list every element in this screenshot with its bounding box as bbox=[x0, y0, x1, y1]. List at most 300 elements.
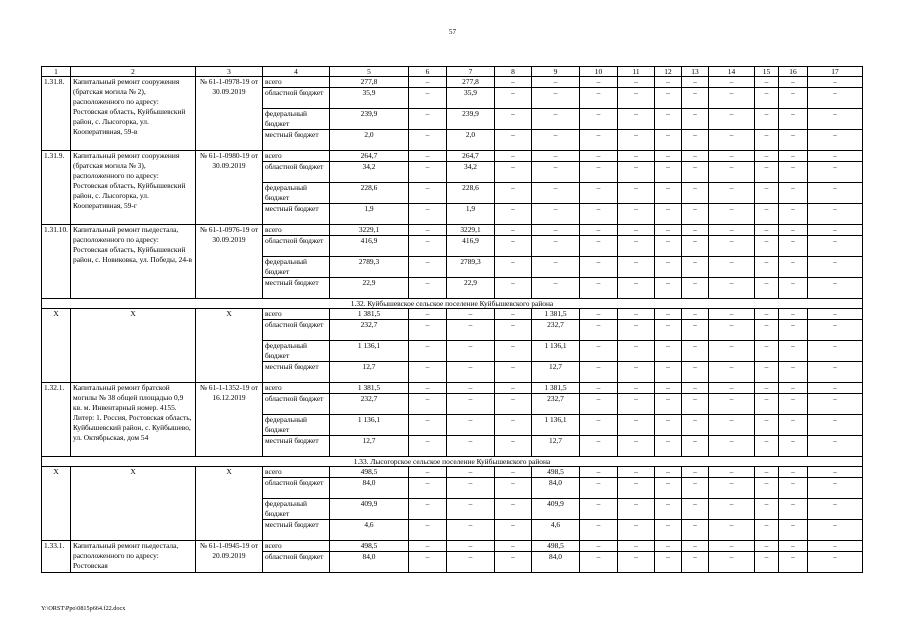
empty-value-dash: – bbox=[709, 415, 755, 436]
empty-value-dash: – bbox=[495, 162, 532, 183]
empty-value-dash: – bbox=[682, 499, 709, 520]
empty-value-dash: – bbox=[808, 362, 863, 383]
value-cell: 2,0 bbox=[447, 130, 495, 151]
empty-value-dash: – bbox=[495, 383, 532, 394]
empty-value-dash: – bbox=[808, 204, 863, 225]
cell-x: Х bbox=[42, 309, 71, 383]
empty-value-dash: – bbox=[618, 394, 655, 415]
empty-value-dash: – bbox=[532, 204, 580, 225]
funding-source: всего bbox=[263, 383, 330, 394]
empty-value-dash: – bbox=[495, 520, 532, 541]
empty-value-dash: – bbox=[682, 183, 709, 204]
empty-value-dash: – bbox=[618, 362, 655, 383]
empty-value-dash: – bbox=[532, 257, 580, 278]
empty-value-dash: – bbox=[709, 204, 755, 225]
value-cell: 1 136,1 bbox=[532, 415, 580, 436]
empty-value-dash: – bbox=[779, 130, 808, 151]
empty-value-dash: – bbox=[495, 394, 532, 415]
empty-value-dash: – bbox=[409, 341, 447, 362]
empty-value-dash: – bbox=[447, 394, 495, 415]
empty-value-dash: – bbox=[495, 362, 532, 383]
empty-value-dash: – bbox=[618, 130, 655, 151]
funding-source: местный бюджет bbox=[263, 130, 330, 151]
funding-source: областной бюджет bbox=[263, 320, 330, 341]
empty-value-dash: – bbox=[618, 109, 655, 130]
empty-value-dash: – bbox=[532, 151, 580, 162]
value-cell: 1,9 bbox=[447, 204, 495, 225]
value-cell: 2,0 bbox=[330, 130, 409, 151]
empty-value-dash: – bbox=[808, 520, 863, 541]
empty-value-dash: – bbox=[779, 499, 808, 520]
empty-value-dash: – bbox=[655, 204, 682, 225]
empty-value-dash: – bbox=[495, 236, 532, 257]
empty-value-dash: – bbox=[779, 77, 808, 88]
empty-value-dash: – bbox=[655, 183, 682, 204]
empty-value-dash: – bbox=[495, 225, 532, 236]
empty-value-dash: – bbox=[808, 257, 863, 278]
empty-value-dash: – bbox=[409, 130, 447, 151]
empty-value-dash: – bbox=[755, 415, 779, 436]
empty-value-dash: – bbox=[409, 478, 447, 499]
value-cell: 35,9 bbox=[447, 88, 495, 109]
value-cell: 498,5 bbox=[330, 467, 409, 478]
empty-value-dash: – bbox=[495, 467, 532, 478]
value-cell: 416,9 bbox=[447, 236, 495, 257]
item-number: 1.31.8. bbox=[42, 77, 71, 151]
empty-value-dash: – bbox=[682, 309, 709, 320]
empty-value-dash: – bbox=[618, 436, 655, 457]
funding-source: федеральный бюджет bbox=[263, 183, 330, 204]
empty-value-dash: – bbox=[409, 204, 447, 225]
empty-value-dash: – bbox=[655, 109, 682, 130]
item-description: Капитальный ремонт пьедестала, расположенного по адресу: Ростовская область, Куйбышевский район, с. Новиковка, ул. Победы, 24-в bbox=[71, 225, 196, 299]
item-number: 1.31.10. bbox=[42, 225, 71, 299]
value-cell: 277,8 bbox=[447, 77, 495, 88]
empty-value-dash: – bbox=[779, 362, 808, 383]
section-title: 1.33. Лысогорское сельское поселение Куйбышевского района bbox=[42, 457, 863, 467]
empty-value-dash: – bbox=[655, 499, 682, 520]
empty-value-dash: – bbox=[808, 130, 863, 151]
empty-value-dash: – bbox=[618, 236, 655, 257]
value-cell: 4,6 bbox=[330, 520, 409, 541]
empty-value-dash: – bbox=[709, 499, 755, 520]
funding-source: областной бюджет bbox=[263, 394, 330, 415]
funding-source: местный бюджет bbox=[263, 278, 330, 299]
value-cell: 498,5 bbox=[532, 541, 580, 552]
section-row bbox=[42, 299, 863, 309]
empty-value-dash: – bbox=[682, 436, 709, 457]
empty-value-dash: – bbox=[709, 225, 755, 236]
empty-value-dash: – bbox=[409, 415, 447, 436]
item-number: 1.33.1. bbox=[42, 541, 71, 573]
empty-value-dash: – bbox=[618, 204, 655, 225]
empty-value-dash: – bbox=[495, 88, 532, 109]
empty-value-dash: – bbox=[495, 183, 532, 204]
empty-value-dash: – bbox=[495, 278, 532, 299]
empty-value-dash: – bbox=[682, 109, 709, 130]
empty-value-dash: – bbox=[580, 204, 618, 225]
empty-value-dash: – bbox=[580, 257, 618, 278]
empty-value-dash: – bbox=[808, 436, 863, 457]
empty-value-dash: – bbox=[580, 278, 618, 299]
empty-value-dash: – bbox=[409, 77, 447, 88]
empty-value-dash: – bbox=[580, 552, 618, 573]
table-row bbox=[42, 383, 863, 394]
empty-value-dash: – bbox=[755, 278, 779, 299]
empty-value-dash: – bbox=[447, 520, 495, 541]
empty-value-dash: – bbox=[682, 257, 709, 278]
empty-value-dash: – bbox=[495, 309, 532, 320]
empty-value-dash: – bbox=[618, 162, 655, 183]
value-cell: 1 136,1 bbox=[532, 341, 580, 362]
empty-value-dash: – bbox=[655, 236, 682, 257]
column-number-header: 8 bbox=[495, 67, 532, 77]
empty-value-dash: – bbox=[655, 541, 682, 552]
empty-value-dash: – bbox=[580, 383, 618, 394]
value-cell: 12,7 bbox=[532, 436, 580, 457]
value-cell: 2789,3 bbox=[447, 257, 495, 278]
section-row bbox=[42, 457, 863, 467]
value-cell: 1,9 bbox=[330, 204, 409, 225]
empty-value-dash: – bbox=[808, 552, 863, 573]
item-document: № 61-1-1352-19 от 16.12.2019 bbox=[196, 383, 263, 457]
item-number: 1.31.9. bbox=[42, 151, 71, 225]
empty-value-dash: – bbox=[580, 341, 618, 362]
empty-value-dash: – bbox=[755, 341, 779, 362]
cell-x: Х bbox=[42, 467, 71, 541]
value-cell: 22,9 bbox=[447, 278, 495, 299]
value-cell: 232,7 bbox=[532, 394, 580, 415]
empty-value-dash: – bbox=[682, 278, 709, 299]
empty-value-dash: – bbox=[655, 436, 682, 457]
funding-source: федеральный бюджет bbox=[263, 341, 330, 362]
empty-value-dash: – bbox=[709, 236, 755, 257]
empty-value-dash: – bbox=[779, 183, 808, 204]
empty-value-dash: – bbox=[655, 278, 682, 299]
empty-value-dash: – bbox=[755, 436, 779, 457]
empty-value-dash: – bbox=[409, 309, 447, 320]
empty-value-dash: – bbox=[808, 467, 863, 478]
empty-value-dash: – bbox=[808, 478, 863, 499]
empty-value-dash: – bbox=[618, 309, 655, 320]
table-row bbox=[42, 151, 863, 162]
empty-value-dash: – bbox=[580, 88, 618, 109]
funding-source: местный бюджет bbox=[263, 436, 330, 457]
empty-value-dash: – bbox=[655, 467, 682, 478]
item-number: 1.32.1. bbox=[42, 383, 71, 457]
empty-value-dash: – bbox=[580, 162, 618, 183]
value-cell: 239,9 bbox=[447, 109, 495, 130]
empty-value-dash: – bbox=[682, 162, 709, 183]
empty-value-dash: – bbox=[709, 520, 755, 541]
empty-value-dash: – bbox=[709, 362, 755, 383]
value-cell: 1 381,5 bbox=[330, 383, 409, 394]
column-number-header: 12 bbox=[655, 67, 682, 77]
empty-value-dash: – bbox=[755, 478, 779, 499]
empty-value-dash: – bbox=[709, 183, 755, 204]
value-cell: 12,7 bbox=[532, 362, 580, 383]
empty-value-dash: – bbox=[580, 225, 618, 236]
empty-value-dash: – bbox=[532, 77, 580, 88]
empty-value-dash: – bbox=[618, 499, 655, 520]
empty-value-dash: – bbox=[682, 320, 709, 341]
empty-value-dash: – bbox=[755, 109, 779, 130]
cell-x: Х bbox=[196, 309, 263, 383]
empty-value-dash: – bbox=[682, 236, 709, 257]
empty-value-dash: – bbox=[655, 362, 682, 383]
value-cell: 84,0 bbox=[532, 478, 580, 499]
funding-source: всего bbox=[263, 151, 330, 162]
value-cell: 239,9 bbox=[330, 109, 409, 130]
empty-value-dash: – bbox=[779, 278, 808, 299]
empty-value-dash: – bbox=[495, 415, 532, 436]
empty-value-dash: – bbox=[409, 257, 447, 278]
empty-value-dash: – bbox=[709, 162, 755, 183]
empty-value-dash: – bbox=[580, 109, 618, 130]
empty-value-dash: – bbox=[779, 236, 808, 257]
empty-value-dash: – bbox=[409, 109, 447, 130]
empty-value-dash: – bbox=[618, 341, 655, 362]
empty-value-dash: – bbox=[808, 320, 863, 341]
column-number-header: 16 bbox=[779, 67, 808, 77]
column-number-header: 10 bbox=[580, 67, 618, 77]
funding-source: всего bbox=[263, 309, 330, 320]
empty-value-dash: – bbox=[532, 162, 580, 183]
empty-value-dash: – bbox=[682, 204, 709, 225]
empty-value-dash: – bbox=[682, 130, 709, 151]
empty-value-dash: – bbox=[779, 309, 808, 320]
value-cell: 416,9 bbox=[330, 236, 409, 257]
value-cell: 4,6 bbox=[532, 520, 580, 541]
item-description: Капитальный ремонт сооружения (братская могила № 3), расположенного по адресу: Ростовская область, Куйбышевский район, с. Лысогорка, ул. Кооперативная, 59-г bbox=[71, 151, 196, 225]
empty-value-dash: – bbox=[755, 499, 779, 520]
item-document: № 61-1-0945-19 от 20.09.2019 bbox=[196, 541, 263, 573]
empty-value-dash: – bbox=[618, 151, 655, 162]
value-cell: 498,5 bbox=[330, 541, 409, 552]
funding-source: местный бюджет bbox=[263, 362, 330, 383]
empty-value-dash: – bbox=[808, 341, 863, 362]
empty-value-dash: – bbox=[779, 467, 808, 478]
empty-value-dash: – bbox=[409, 541, 447, 552]
empty-value-dash: – bbox=[495, 478, 532, 499]
empty-value-dash: – bbox=[447, 383, 495, 394]
empty-value-dash: – bbox=[779, 478, 808, 499]
value-cell: 409,9 bbox=[330, 499, 409, 520]
value-cell: 409,9 bbox=[532, 499, 580, 520]
value-cell: 35,9 bbox=[330, 88, 409, 109]
empty-value-dash: – bbox=[532, 183, 580, 204]
empty-value-dash: – bbox=[779, 415, 808, 436]
column-number-header: 3 bbox=[196, 67, 263, 77]
empty-value-dash: – bbox=[447, 415, 495, 436]
empty-value-dash: – bbox=[655, 88, 682, 109]
empty-value-dash: – bbox=[709, 278, 755, 299]
empty-value-dash: – bbox=[409, 236, 447, 257]
empty-value-dash: – bbox=[709, 109, 755, 130]
empty-value-dash: – bbox=[409, 225, 447, 236]
empty-value-dash: – bbox=[682, 552, 709, 573]
value-cell: 232,7 bbox=[330, 394, 409, 415]
page-number: 57 bbox=[449, 28, 456, 36]
empty-value-dash: – bbox=[447, 436, 495, 457]
funding-source: областной бюджет bbox=[263, 478, 330, 499]
empty-value-dash: – bbox=[580, 415, 618, 436]
value-cell: 12,7 bbox=[330, 436, 409, 457]
funding-source: местный бюджет bbox=[263, 204, 330, 225]
empty-value-dash: – bbox=[495, 109, 532, 130]
empty-value-dash: – bbox=[495, 130, 532, 151]
empty-value-dash: – bbox=[495, 436, 532, 457]
empty-value-dash: – bbox=[618, 415, 655, 436]
value-cell: 264,7 bbox=[447, 151, 495, 162]
empty-value-dash: – bbox=[779, 204, 808, 225]
empty-value-dash: – bbox=[755, 520, 779, 541]
empty-value-dash: – bbox=[618, 183, 655, 204]
empty-value-dash: – bbox=[495, 257, 532, 278]
empty-value-dash: – bbox=[808, 383, 863, 394]
empty-value-dash: – bbox=[682, 362, 709, 383]
empty-value-dash: – bbox=[447, 478, 495, 499]
empty-value-dash: – bbox=[580, 520, 618, 541]
empty-value-dash: – bbox=[709, 257, 755, 278]
table-row bbox=[42, 467, 863, 478]
empty-value-dash: – bbox=[755, 77, 779, 88]
empty-value-dash: – bbox=[755, 394, 779, 415]
empty-value-dash: – bbox=[779, 552, 808, 573]
empty-value-dash: – bbox=[808, 499, 863, 520]
empty-value-dash: – bbox=[779, 520, 808, 541]
empty-value-dash: – bbox=[580, 151, 618, 162]
empty-value-dash: – bbox=[409, 383, 447, 394]
empty-value-dash: – bbox=[532, 88, 580, 109]
empty-value-dash: – bbox=[655, 520, 682, 541]
empty-value-dash: – bbox=[682, 478, 709, 499]
empty-value-dash: – bbox=[755, 309, 779, 320]
column-number-header: 5 bbox=[330, 67, 409, 77]
empty-value-dash: – bbox=[682, 225, 709, 236]
table-row bbox=[42, 309, 863, 320]
empty-value-dash: – bbox=[682, 415, 709, 436]
empty-value-dash: – bbox=[709, 320, 755, 341]
empty-value-dash: – bbox=[709, 151, 755, 162]
empty-value-dash: – bbox=[580, 478, 618, 499]
funding-source: областной бюджет bbox=[263, 236, 330, 257]
value-cell: 232,7 bbox=[532, 320, 580, 341]
empty-value-dash: – bbox=[580, 362, 618, 383]
empty-value-dash: – bbox=[655, 257, 682, 278]
empty-value-dash: – bbox=[709, 467, 755, 478]
empty-value-dash: – bbox=[409, 162, 447, 183]
funding-source: федеральный бюджет bbox=[263, 415, 330, 436]
empty-value-dash: – bbox=[447, 467, 495, 478]
empty-value-dash: – bbox=[447, 541, 495, 552]
value-cell: 22,9 bbox=[330, 278, 409, 299]
value-cell: 498,5 bbox=[532, 467, 580, 478]
column-number-header: 4 bbox=[263, 67, 330, 77]
empty-value-dash: – bbox=[709, 383, 755, 394]
value-cell: 34,2 bbox=[330, 162, 409, 183]
empty-value-dash: – bbox=[808, 88, 863, 109]
empty-value-dash: – bbox=[447, 552, 495, 573]
empty-value-dash: – bbox=[755, 236, 779, 257]
empty-value-dash: – bbox=[808, 183, 863, 204]
empty-value-dash: – bbox=[495, 541, 532, 552]
empty-value-dash: – bbox=[409, 499, 447, 520]
cell-x: Х bbox=[196, 467, 263, 541]
empty-value-dash: – bbox=[779, 225, 808, 236]
empty-value-dash: – bbox=[709, 541, 755, 552]
value-cell: 1 381,5 bbox=[532, 309, 580, 320]
funding-source: федеральный бюджет bbox=[263, 257, 330, 278]
empty-value-dash: – bbox=[495, 151, 532, 162]
value-cell: 34,2 bbox=[447, 162, 495, 183]
empty-value-dash: – bbox=[808, 278, 863, 299]
value-cell: 84,0 bbox=[532, 552, 580, 573]
empty-value-dash: – bbox=[447, 499, 495, 520]
empty-value-dash: – bbox=[655, 552, 682, 573]
empty-value-dash: – bbox=[779, 394, 808, 415]
empty-value-dash: – bbox=[808, 236, 863, 257]
column-number-header: 1 bbox=[42, 67, 71, 77]
empty-value-dash: – bbox=[755, 130, 779, 151]
empty-value-dash: – bbox=[808, 151, 863, 162]
value-cell: 12,7 bbox=[330, 362, 409, 383]
empty-value-dash: – bbox=[409, 362, 447, 383]
empty-value-dash: – bbox=[532, 109, 580, 130]
empty-value-dash: – bbox=[655, 130, 682, 151]
empty-value-dash: – bbox=[709, 394, 755, 415]
empty-value-dash: – bbox=[779, 341, 808, 362]
empty-value-dash: – bbox=[755, 362, 779, 383]
funding-source: местный бюджет bbox=[263, 520, 330, 541]
empty-value-dash: – bbox=[755, 88, 779, 109]
empty-value-dash: – bbox=[755, 225, 779, 236]
funding-source: федеральный бюджет bbox=[263, 499, 330, 520]
empty-value-dash: – bbox=[655, 415, 682, 436]
empty-value-dash: – bbox=[709, 552, 755, 573]
funding-source: областной бюджет bbox=[263, 552, 330, 573]
column-number-header: 7 bbox=[447, 67, 495, 77]
empty-value-dash: – bbox=[618, 520, 655, 541]
empty-value-dash: – bbox=[580, 236, 618, 257]
item-description: Капитальный ремонт сооружения (братская могила № 2), расположенного по адресу: Ростовская область, Куйбышевский район, с. Лысогорка, ул. Кооперативная, 59-в bbox=[71, 77, 196, 151]
empty-value-dash: – bbox=[755, 183, 779, 204]
empty-value-dash: – bbox=[618, 320, 655, 341]
empty-value-dash: – bbox=[618, 383, 655, 394]
empty-value-dash: – bbox=[447, 309, 495, 320]
empty-value-dash: – bbox=[409, 183, 447, 204]
empty-value-dash: – bbox=[580, 183, 618, 204]
footer-file-path: Y:\ORST\Ppo\0815p664.f22.docx bbox=[41, 605, 126, 612]
empty-value-dash: – bbox=[655, 162, 682, 183]
empty-value-dash: – bbox=[755, 383, 779, 394]
value-cell: 277,8 bbox=[330, 77, 409, 88]
value-cell: 228,6 bbox=[447, 183, 495, 204]
empty-value-dash: – bbox=[655, 394, 682, 415]
empty-value-dash: – bbox=[409, 278, 447, 299]
empty-value-dash: – bbox=[755, 204, 779, 225]
empty-value-dash: – bbox=[709, 436, 755, 457]
empty-value-dash: – bbox=[682, 467, 709, 478]
value-cell: 3229,1 bbox=[330, 225, 409, 236]
funding-source: областной бюджет bbox=[263, 162, 330, 183]
empty-value-dash: – bbox=[580, 394, 618, 415]
funding-source: всего bbox=[263, 77, 330, 88]
empty-value-dash: – bbox=[618, 225, 655, 236]
empty-value-dash: – bbox=[495, 77, 532, 88]
empty-value-dash: – bbox=[682, 520, 709, 541]
value-cell: 3229,1 bbox=[447, 225, 495, 236]
